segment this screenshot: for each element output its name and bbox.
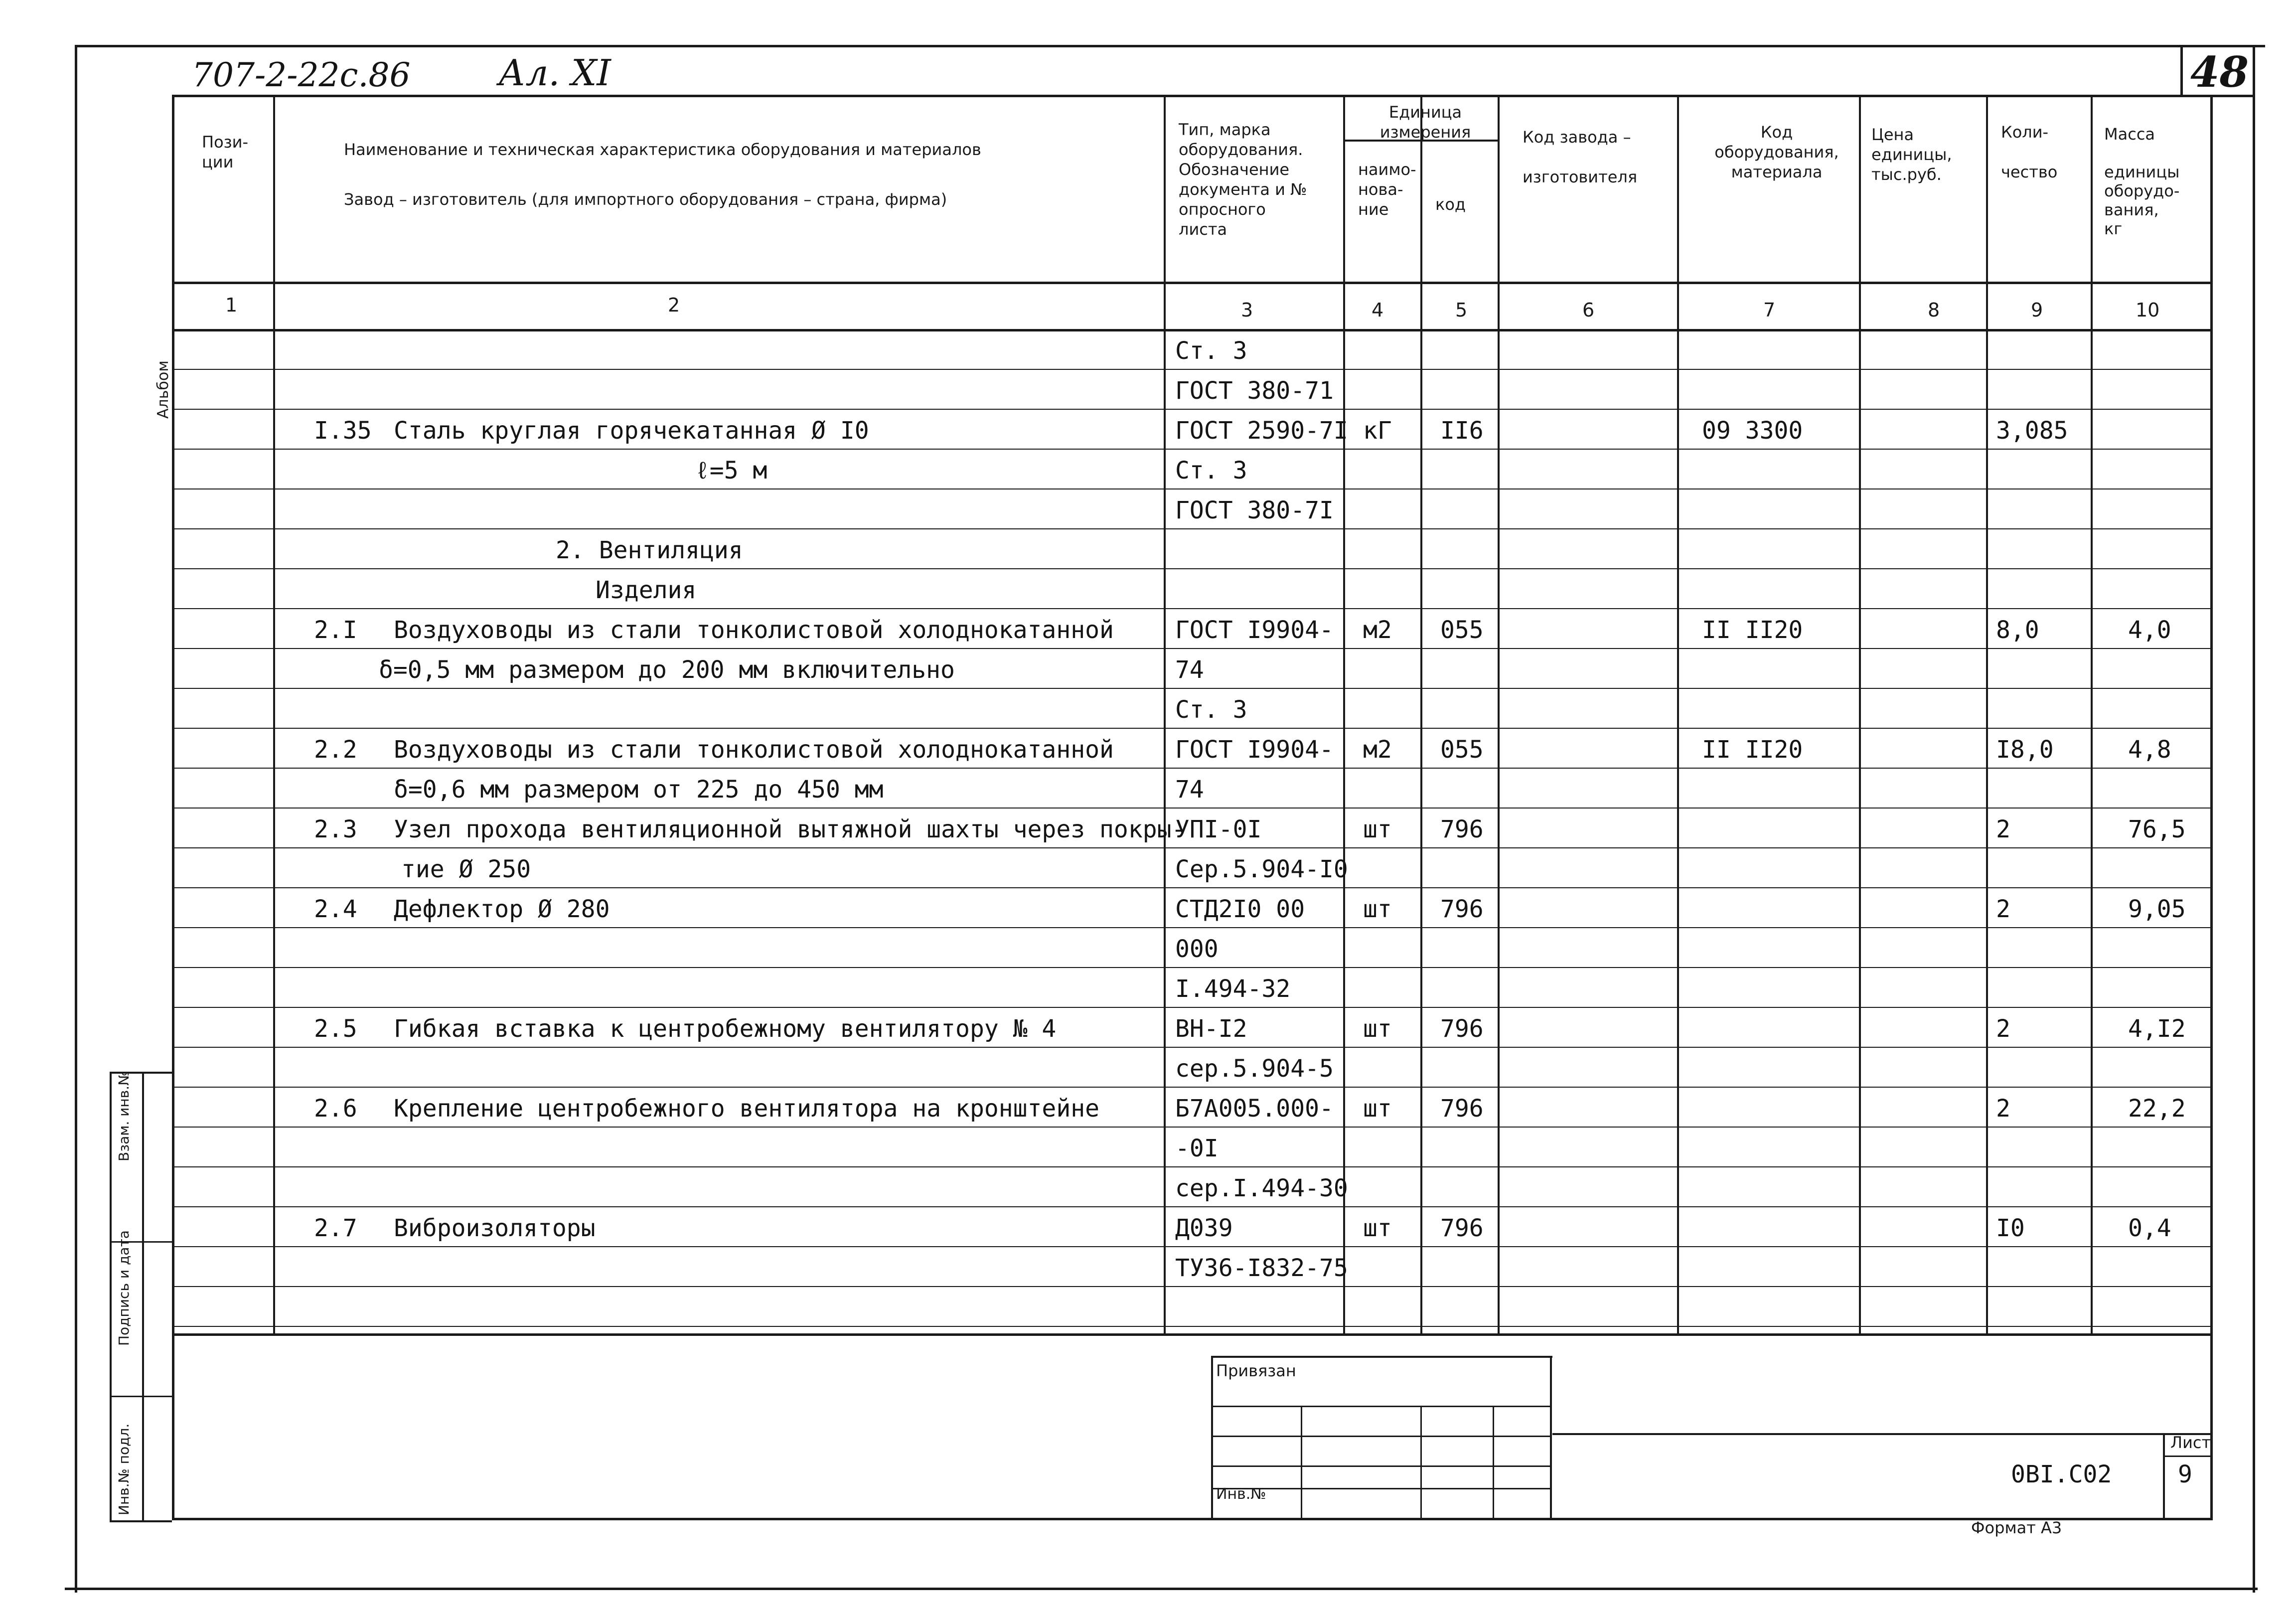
row-unit-name: шт — [1363, 1214, 1392, 1242]
grid-line — [2163, 1433, 2165, 1518]
grid-line — [172, 1206, 2213, 1207]
format-label: Формат А3 — [1971, 1518, 2062, 1537]
row-equipment-code: 09 3300 — [1702, 417, 1803, 445]
row-mass: 4,I2 — [2128, 1015, 2186, 1043]
row-unit-code: 796 — [1440, 1214, 1484, 1242]
linked-label: Привязан — [1216, 1361, 1296, 1380]
row-type: Ст. 3 — [1175, 457, 1247, 485]
inventory-label: Инв.№ — [1216, 1485, 1266, 1503]
row-quantity: 2 — [1996, 895, 2010, 923]
row-position: 2.4 — [314, 895, 357, 923]
row-name: Крепление центробежного вентилятора на кронштейне — [394, 1095, 1100, 1123]
row-type: ГОСТ 380-71 — [1175, 377, 1334, 405]
grid-line — [172, 95, 2213, 97]
grid-line — [1498, 95, 1500, 1333]
grid-line — [75, 45, 2265, 47]
row-type: ТУ36-I832-75 — [1175, 1254, 1348, 1282]
grid-line — [142, 1072, 144, 1520]
grid-line — [1550, 1356, 1552, 1518]
grid-line — [172, 1246, 2213, 1247]
grid-line — [1211, 1406, 1550, 1407]
grid-line — [1211, 1465, 1550, 1467]
row-type: Сер.5.904-I0 — [1175, 855, 1348, 883]
grid-line — [172, 967, 2213, 968]
row-type: 000 — [1175, 935, 1219, 963]
row-quantity: 8,0 — [1996, 616, 2039, 644]
row-unit-code: 055 — [1440, 616, 1484, 644]
grid-line — [1493, 1406, 1494, 1518]
row-unit-code: 055 — [1440, 736, 1484, 764]
header-unit-name: наимо- нова- ние — [1358, 160, 1416, 219]
grid-line — [172, 1518, 2213, 1520]
grid-line — [172, 847, 2213, 848]
row-quantity: 3,085 — [1996, 417, 2068, 445]
col-number-1: 1 — [225, 294, 238, 316]
row-type: Б7А005.000- — [1175, 1095, 1334, 1123]
row-type: I.494-32 — [1175, 975, 1291, 1003]
stamp-signature-date: Подпись и дата — [116, 1230, 132, 1346]
row-mass: 0,4 — [2128, 1214, 2171, 1242]
row-mass: 22,2 — [2128, 1095, 2186, 1123]
grid-line — [1211, 1356, 1552, 1358]
row-name: 2. Вентиляция — [556, 536, 743, 564]
grid-line — [172, 608, 2213, 609]
row-quantity: 2 — [1996, 815, 2010, 843]
grid-line — [172, 528, 2213, 529]
row-name: ℓ=5 м — [695, 457, 767, 485]
row-type: Ст. 3 — [1175, 696, 1247, 724]
row-name: Изделия — [596, 576, 697, 604]
grid-line — [110, 1072, 112, 1520]
grid-line — [172, 1127, 2213, 1128]
row-type: ГОСТ 2590-7I — [1175, 417, 1348, 445]
grid-line — [65, 1588, 2258, 1590]
row-unit-name: шт — [1363, 815, 1392, 843]
row-name: Воздуховоды из стали тонколистовой холоднокатанной — [394, 736, 1114, 764]
grid-line — [172, 1333, 2213, 1336]
row-position: 2.6 — [314, 1095, 357, 1123]
grid-line — [172, 409, 2213, 410]
row-type: 74 — [1175, 656, 1204, 684]
col-number-9: 9 — [2031, 299, 2043, 321]
sheet-number: 48 — [2190, 47, 2249, 97]
grid-line — [172, 1087, 2213, 1088]
grid-line — [110, 1520, 172, 1522]
row-position: I.35 — [314, 417, 372, 445]
row-name: Дефлектор Ø 280 — [394, 895, 610, 923]
row-name: Виброизоляторы — [394, 1214, 596, 1242]
header-name-line1: Наименование и техническая характеристика оборудования и материалов — [344, 140, 981, 159]
row-position: 2.I — [314, 616, 357, 644]
row-unit-name: шт — [1363, 895, 1392, 923]
row-unit-code: 796 — [1440, 895, 1484, 923]
row-type: -0I — [1175, 1134, 1219, 1162]
grid-line — [172, 1047, 2213, 1048]
header-quantity: Коли- чество — [2001, 123, 2058, 181]
row-position: 2.2 — [314, 736, 357, 764]
document-designation: 0BI.C02 — [2011, 1460, 2112, 1488]
grid-line — [172, 728, 2213, 729]
grid-line — [172, 927, 2213, 928]
document-code: 707-2-22с.86 — [192, 56, 411, 94]
header-unit-code: код — [1435, 195, 1466, 214]
sheet-value: 9 — [2178, 1460, 2192, 1488]
header-unit: Единица измерения — [1379, 103, 1471, 142]
grid-line — [172, 1166, 2213, 1167]
row-position: 2.7 — [314, 1214, 357, 1242]
grid-line — [1164, 95, 1166, 1333]
row-name: Сталь круглая горячекатанная Ø I0 — [394, 417, 869, 445]
row-equipment-code: II II20 — [1702, 616, 1803, 644]
album-side-label: Альбом — [154, 360, 172, 419]
row-type: 74 — [1175, 776, 1204, 804]
grid-line — [172, 648, 2213, 649]
header-type: Тип, марка оборудования. Обозначение документа и № опросного листа — [1179, 120, 1307, 239]
grid-line — [2253, 45, 2255, 1593]
row-unit-name: кГ — [1363, 417, 1392, 445]
header-plant-code: Код завода – изготовителя — [1523, 128, 1638, 186]
header-price: Цена единицы, тыс.руб. — [1871, 125, 1952, 184]
row-quantity: I0 — [1996, 1214, 2025, 1242]
grid-line — [172, 329, 2213, 331]
col-number-5: 5 — [1455, 299, 1468, 321]
album-label: Ал. XI — [498, 52, 611, 94]
row-type: ВН-I2 — [1175, 1015, 1247, 1043]
grid-line — [172, 808, 2213, 809]
row-unit-code: II6 — [1440, 417, 1484, 445]
grid-line — [1301, 1406, 1302, 1518]
row-mass: 76,5 — [2128, 815, 2186, 843]
row-type: Д039 — [1175, 1214, 1233, 1242]
row-unit-name: м2 — [1363, 736, 1392, 764]
grid-line — [172, 887, 2213, 888]
row-name: δ=0,6 мм размером от 225 до 450 мм — [394, 776, 884, 804]
row-unit-code: 796 — [1440, 815, 1484, 843]
grid-line — [172, 1286, 2213, 1287]
grid-line — [172, 768, 2213, 769]
grid-line — [2180, 45, 2183, 95]
row-type: Ст. 3 — [1175, 337, 1247, 365]
grid-line — [1859, 95, 1861, 1333]
row-position: 2.5 — [314, 1015, 357, 1043]
row-position: 2.3 — [314, 815, 357, 843]
row-type: ГОСТ I9904- — [1175, 736, 1334, 764]
row-unit-code: 796 — [1440, 1015, 1484, 1043]
col-number-6: 6 — [1582, 299, 1595, 321]
col-number-10: 10 — [2136, 299, 2160, 321]
sheet-label: Лист — [2170, 1433, 2211, 1452]
grid-line — [273, 95, 275, 1333]
grid-line — [1986, 95, 1988, 1333]
row-type: сер.5.904-5 — [1175, 1055, 1334, 1083]
row-name: Воздуховоды из стали тонколистовой холоднокатанной — [394, 616, 1114, 644]
row-type: ГОСТ I9904- — [1175, 616, 1334, 644]
row-type: ГОСТ 380-7I — [1175, 496, 1334, 524]
row-type: СТД2I0 00 — [1175, 895, 1305, 923]
grid-line — [1677, 95, 1679, 1333]
row-name: Узел прохода вентиляционной вытяжной шахты через покры- — [394, 815, 1186, 843]
row-unit-code: 796 — [1440, 1095, 1484, 1123]
grid-line — [172, 282, 2213, 284]
grid-line — [172, 1007, 2213, 1008]
row-unit-name: м2 — [1363, 616, 1392, 644]
grid-line — [2091, 95, 2093, 1333]
row-unit-name: шт — [1363, 1095, 1392, 1123]
grid-line — [172, 369, 2213, 370]
row-mass: 9,05 — [2128, 895, 2186, 923]
header-position: Пози- ции — [202, 133, 248, 171]
row-name: δ=0,5 мм размером до 200 мм включительно — [379, 656, 955, 684]
grid-line — [172, 488, 2213, 489]
grid-line — [1420, 1406, 1422, 1518]
row-type: сер.I.494-30 — [1175, 1174, 1348, 1202]
grid-line — [75, 45, 77, 1593]
header-name-line2: Завод – изготовитель (для импортного оборудования – страна, фирма) — [344, 190, 947, 209]
col-number-3: 3 — [1241, 299, 1253, 321]
stamp-replace-inv: Взам. инв.№ — [116, 1071, 132, 1161]
grid-line — [110, 1396, 172, 1397]
grid-line — [1343, 95, 1345, 1333]
grid-line — [2163, 1456, 2213, 1457]
row-mass: 4,8 — [2128, 736, 2171, 764]
stamp-inv-orig: Инв.№ подл. — [116, 1423, 132, 1515]
row-name: Гибкая вставка к центробежному вентилятору № 4 — [394, 1015, 1057, 1043]
col-number-4: 4 — [1372, 299, 1384, 321]
row-quantity: I8,0 — [1996, 736, 2054, 764]
header-mass: Масса единицы оборудо- вания, кг — [2104, 125, 2180, 238]
grid-line — [1552, 1433, 2213, 1435]
grid-line — [1211, 1436, 1550, 1437]
row-quantity: 2 — [1996, 1015, 2010, 1043]
col-number-7: 7 — [1763, 299, 1776, 321]
row-mass: 4,0 — [2128, 616, 2171, 644]
grid-line — [172, 688, 2213, 689]
row-unit-name: шт — [1363, 1015, 1392, 1043]
header-equipment-code: Код оборудования, материала — [1714, 123, 1839, 181]
row-type: УПI-0I — [1175, 815, 1262, 843]
col-number-2: 2 — [668, 294, 680, 316]
grid-line — [172, 449, 2213, 450]
col-number-8: 8 — [1928, 299, 1940, 321]
grid-line — [172, 1326, 2213, 1327]
row-quantity: 2 — [1996, 1095, 2010, 1123]
grid-line — [172, 568, 2213, 569]
row-name: тие Ø 250 — [401, 855, 531, 883]
row-equipment-code: II II20 — [1702, 736, 1803, 764]
